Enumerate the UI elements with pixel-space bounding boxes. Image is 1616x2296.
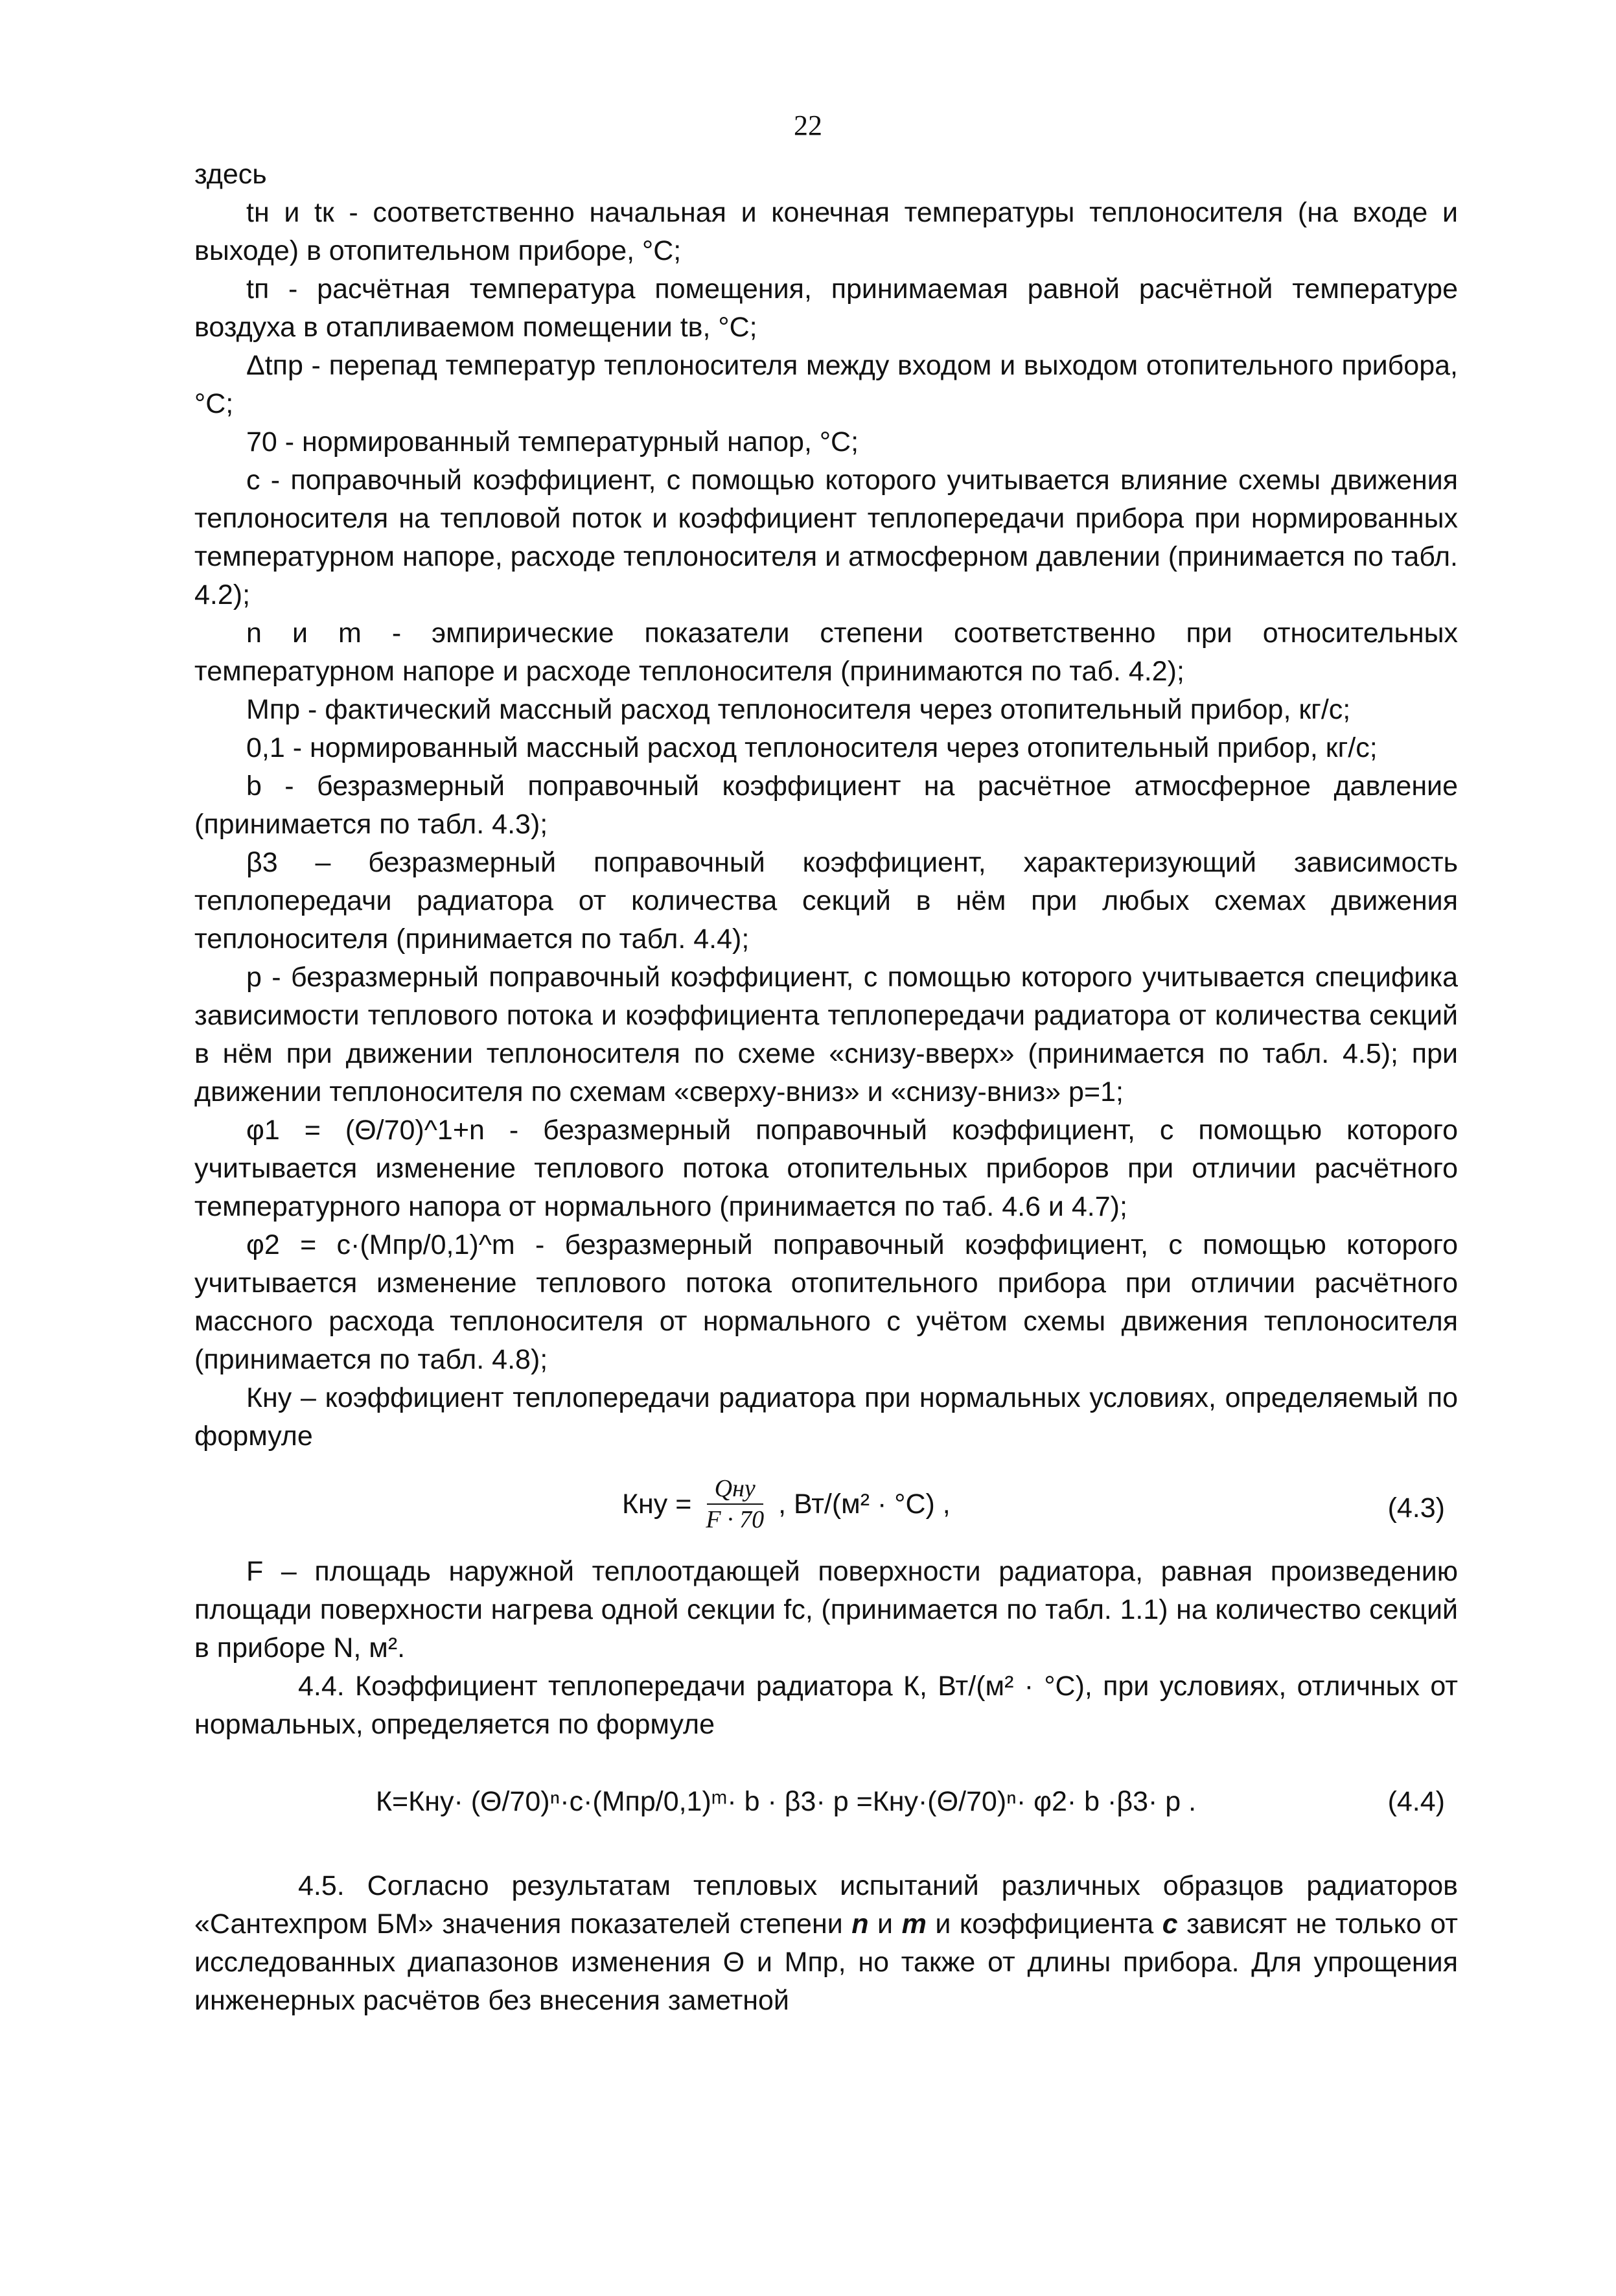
formula-4-3-denominator: F · 70 bbox=[706, 1506, 765, 1533]
def-c: с - поправочный коэффициент, с помощью которого учитывается влияние схемы движения теплоносителя на тепловой поток и коэффициент теплопередачи прибора при нормированных температурном напоре, расходе теплоносителя и атмосферном давлении (принимается по табл. 4.2); bbox=[194, 465, 1458, 610]
section-4-5-and: и bbox=[868, 1908, 902, 1940]
section-4-5 bbox=[194, 1867, 1458, 2020]
def-0-1: 0,1 - нормированный массный расход теплоносителя через отопительный прибор, кг/с; bbox=[246, 732, 1378, 763]
formula-4-3-units: , Вт/(м² · °С) , bbox=[778, 1488, 951, 1520]
formula-4-4 bbox=[194, 1763, 1458, 1841]
def-f: F – площадь наружной теплоотдающей поверхности радиатора, равная произведению площади поверхности нагрева одной секции fс, (принимается по табл. 1.1) на количество секций в приборе N, м². bbox=[194, 1556, 1458, 1664]
def-mpr: Мпр - фактический массный расход теплоносителя через отопительный прибор, кг/с; bbox=[246, 694, 1351, 725]
formula-4-3-lhs: Кну = bbox=[622, 1488, 692, 1520]
def-tp: tп - расчётная температура помещения, принимаемая равной расчётной температуре воздуха в отапливаемом помещении tв, °С; bbox=[194, 273, 1458, 343]
section-4-5-part-a: 4.5. Согласно результатам тепловых испытаний различных образцов радиаторов «Сантехпром БМ» значения показателей степени bbox=[194, 1870, 1458, 1940]
formula-4-4-number: (4.4) bbox=[1387, 1786, 1445, 1817]
symbol-m: m bbox=[901, 1908, 927, 1940]
page-number: 22 bbox=[794, 110, 822, 141]
def-tn-tk: tн и tк - соответственно начальная и конечная температуры теплоносителя (на входе и выходе) в отопительном приборе, °С; bbox=[194, 197, 1458, 266]
document-body bbox=[194, 156, 1458, 2020]
formula-4-4-expression: К=Кну· (Θ/70)ⁿ·с·(Мпр/0,1)ᵐ· b · β3· р =Кну·(Θ/70)ⁿ· φ2· b ·β3· р . bbox=[376, 1786, 1197, 1817]
section-4-5-part-d: зависят не только от исследованных диапазонов изменения Θ и Мпр, но также от длины прибора. Для упрощения инженерных расчётов без внесения заметной bbox=[194, 1908, 1458, 2016]
def-n-m: n и m - эмпирические показатели степени соответственно при относительных температурном напоре и расходе теплоносителя (принимаются по таб. 4.2); bbox=[194, 618, 1458, 687]
section-4-4: 4.4. Коэффициент теплопередачи радиатора К, Вт/(м² · °С), при условиях, отличных от нормальных, определяется по формуле bbox=[194, 1671, 1458, 1740]
symbol-n: n bbox=[851, 1908, 869, 1940]
def-phi2: φ2 = с·(Мпр/0,1)^m - безразмерный поправочный коэффициент, с помощью которого учитывается изменение теплового потока отопительного прибора при отличии расчётного массного расхода теплоносителя от нормального с учётом схемы движения теплоносителя (принимается по табл. 4.8); bbox=[194, 1229, 1458, 1375]
formula-4-3 bbox=[194, 1462, 1458, 1553]
def-70: 70 - нормированный температурный напор, °С; bbox=[246, 426, 859, 458]
symbol-c: с bbox=[1162, 1908, 1178, 1940]
section-4-5-part-b: и коэффициента bbox=[926, 1908, 1162, 1940]
def-phi1: φ1 = (Θ/70)^1+n - безразмерный поправочный коэффициент, с помощью которого учитывается изменение теплового потока отопительных приборов при отличии расчётного температурного напора от нормального (принимается по таб. 4.6 и 4.7); bbox=[194, 1115, 1458, 1222]
def-p: р - безразмерный поправочный коэффициент, с помощью которого учитывается специфика зависимости теплового потока и коэффициента теплопередачи радиатора от количества секций в нём при движении теплоносителя по схеме «снизу-вверх» (принимается по табл. 4.5); при движении теплоносителя по схемам «сверху-вниз» и «снизу-вниз» р=1; bbox=[194, 962, 1458, 1107]
intro-word: здесь bbox=[194, 159, 267, 190]
def-kny: Кну – коэффициент теплопередачи радиатора при нормальных условиях, определяемый по формуле bbox=[194, 1382, 1458, 1452]
def-delta-t: Δtпр - перепад температур теплоносителя между входом и выходом отопительного прибора, °С; bbox=[194, 350, 1458, 419]
formula-4-3-numerator: Qну bbox=[707, 1474, 763, 1505]
def-beta3: β3 – безразмерный поправочный коэффициент, характеризующий зависимость теплопередачи радиатора от количества секций в нём при любых схемах движения теплоносителя (принимается по табл. 4.4); bbox=[194, 847, 1458, 955]
formula-4-3-number: (4.3) bbox=[1387, 1492, 1445, 1524]
def-b: b - безразмерный поправочный коэффициент на расчётное атмосферное давление (принимается по табл. 4.3); bbox=[194, 771, 1458, 840]
formula-4-3-fraction bbox=[700, 1474, 769, 1535]
